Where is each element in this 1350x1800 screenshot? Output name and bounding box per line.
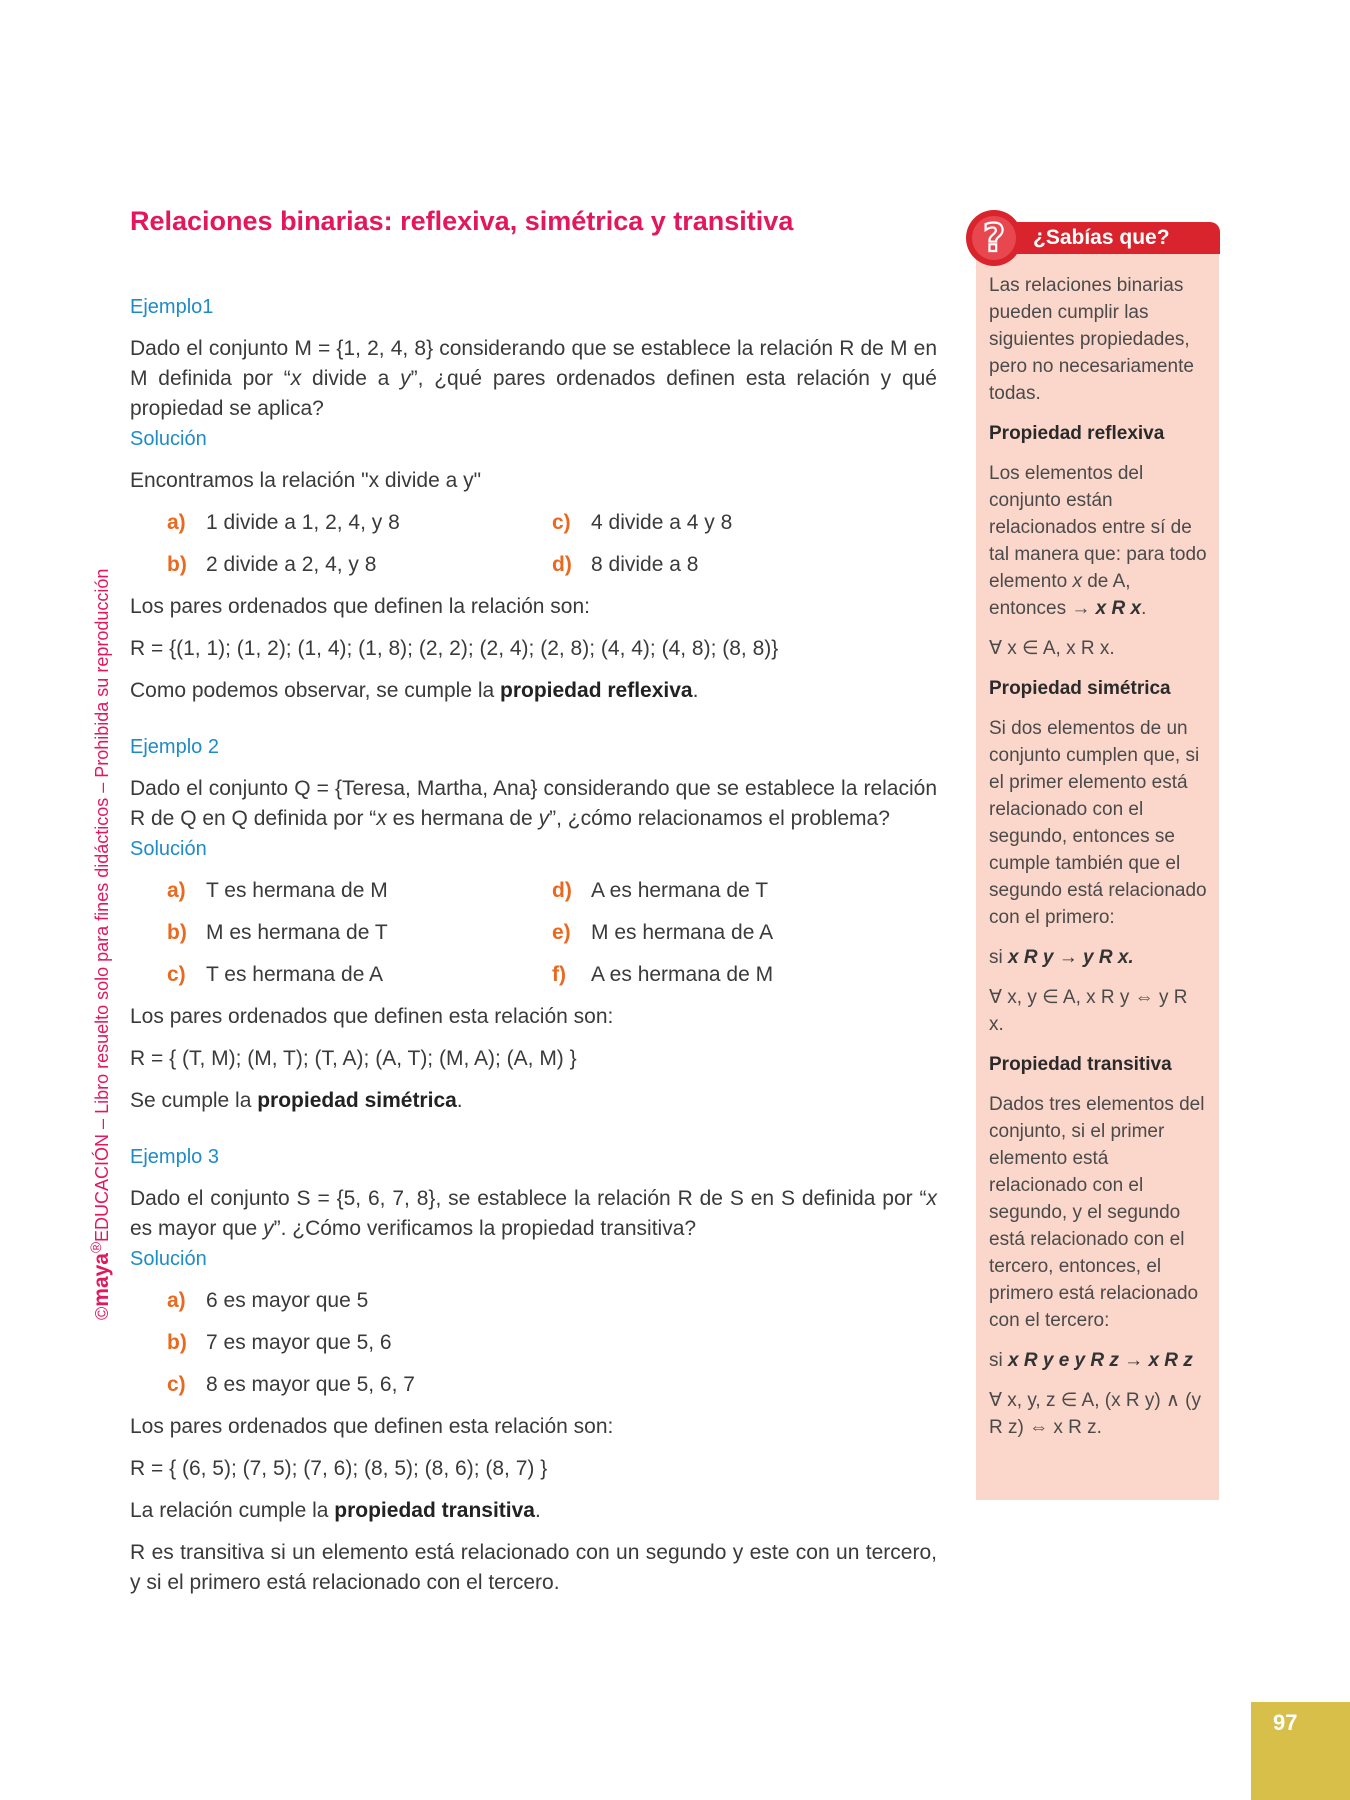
list-item: a) 1 divide a 1, 2, 4, y 8 <box>167 511 400 534</box>
example-3-title: Ejemplo 3 <box>130 1146 219 1168</box>
example-3-prompt: Dado el conjunto S = {5, 6, 7, 8}, se establece la relación R de S en S definida por “x es mayor que y”. ¿Cómo verificamos la propiedad transitiva? <box>130 1187 937 1240</box>
example-2-pairs-intro: Los pares ordenados que definen esta relación son: <box>130 1005 614 1028</box>
example-3-row-1 <box>167 1286 937 1316</box>
list-item: c) 8 es mayor que 5, 6, 7 <box>167 1373 415 1396</box>
example-2-prompt: Dado el conjunto Q = {Teresa, Martha, Ana} considerando que se establece la relación R de Q en Q definida por “x es hermana de y”, ¿cómo relacionamos el problema? <box>130 777 937 830</box>
example-2-conclusion: Se cumple la propiedad simétrica. <box>130 1089 463 1112</box>
page-title: Relaciones binarias: reflexiva, simétrica y transitiva <box>130 206 794 236</box>
example-3-row-2 <box>167 1328 937 1358</box>
example-1-conclusion: Como podemos observar, se cumple la propiedad reflexiva. <box>130 679 699 702</box>
list-item: f) A es hermana de M <box>552 963 774 986</box>
list-item: b) M es hermana de T <box>167 921 388 944</box>
copyright-symbol: © <box>92 1306 112 1320</box>
brand-logo: maya <box>90 1253 113 1307</box>
page-number-tab <box>1251 1702 1350 1800</box>
list-item: b) 7 es mayor que 5, 6 <box>167 1331 392 1354</box>
main-content <box>130 292 937 1598</box>
svg-text:?: ? <box>982 216 1006 260</box>
example-1-intro: Encontramos la relación "x divide a y" <box>130 469 482 492</box>
example-3-final-note: R es transitiva si un elemento está relacionado con un segundo y este con un tercero, y si el primero está relacionado con el tercero. <box>130 1541 937 1594</box>
symmetric-text: Si dos elementos de un conjunto cumplen que, si el primer elemento está relacionado con el segundo, entonces se cumple también que el segundo está relacionado con el primero: <box>989 718 1207 928</box>
registered-mark: ® <box>88 1241 105 1254</box>
did-you-know-header <box>990 222 1220 254</box>
example-1-pairs-intro: Los pares ordenados que definen la relación son: <box>130 595 590 618</box>
page-number: 97 <box>1273 1710 1298 1735</box>
example-1-relation: R = {(1, 1); (1, 2); (1, 4); (1, 8); (2, 2); (2, 4); (2, 8); (4, 4); (4, 8); (8, 8)} <box>130 637 779 660</box>
example-3-row-3 <box>167 1370 937 1400</box>
example-2-relation: R = { (T, M); (M, T); (T, A); (A, T); (M, A); (A, M) } <box>130 1047 577 1070</box>
list-item: b) 2 divide a 2, 4, y 8 <box>167 553 377 576</box>
symmetric-rule: si x R y → y R x. <box>989 947 1134 968</box>
transitive-rule: si x R y e y R z → x R z <box>989 1350 1193 1371</box>
reflexive-text: Los elementos del conjunto están relacionados entre sí de tal manera que: para todo elemento x de A, entonces → x R x. <box>989 463 1207 619</box>
example-2-solution-label: Solución <box>130 838 207 860</box>
list-item: a) 6 es mayor que 5 <box>167 1289 369 1312</box>
symmetric-formula: ∀ x, y ∈ A, x R y ⇔ y R x. <box>989 987 1188 1035</box>
did-you-know-title: ¿Sabías que? <box>1033 226 1170 249</box>
did-you-know-box <box>976 252 1219 1500</box>
example-3-conclusion: La relación cumple la propiedad transitiva. <box>130 1499 541 1522</box>
example-2-title: Ejemplo 2 <box>130 736 219 758</box>
sidebar-intro: Las relaciones binarias pueden cumplir las siguientes propiedades, pero no necesariamente todas. <box>989 275 1194 404</box>
example-2-row-1 <box>167 876 937 906</box>
list-item: c) 4 divide a 4 y 8 <box>552 511 733 534</box>
example-1-title: Ejemplo1 <box>130 296 214 318</box>
list-item: d) 8 divide a 8 <box>552 553 699 576</box>
copyright-notice: EDUCACIÓN – Libro resuelto solo para fines didácticos – Prohibida su reproducción <box>92 568 112 1242</box>
transitive-text: Dados tres elementos del conjunto, si el primer elemento está relacionado con el segundo, y el segundo está relacionado con el tercero, entonces, el primero está relacionado con el tercero: <box>989 1094 1205 1331</box>
example-2-row-2 <box>167 918 937 948</box>
example-3-pairs-intro: Los pares ordenados que definen esta relación son: <box>130 1415 614 1438</box>
example-1-row-1 <box>167 508 937 538</box>
example-3-relation: R = { (6, 5); (7, 5); (7, 6); (8, 5); (8, 6); (8, 7) } <box>130 1457 548 1480</box>
transitive-formula: ∀ x, y, z ∈ A, (x R y) ∧ (y R z) ⇔ x R z. <box>989 1390 1201 1438</box>
example-1-solution-label: Solución <box>130 428 207 450</box>
question-mark-icon <box>964 208 1024 268</box>
list-item: a) T es hermana de M <box>167 879 388 902</box>
example-1-prompt: Dado el conjunto M = {1, 2, 4, 8} considerando que se establece la relación R de M en M definida por “x divide a y”, ¿qué pares ordenados definen esta relación y qué propiedad se aplica? <box>130 337 937 420</box>
example-3-solution-label: Solución <box>130 1248 207 1270</box>
list-item: d) A es hermana de T <box>552 879 769 902</box>
reflexive-heading: Propiedad reflexiva <box>989 423 1165 444</box>
symmetric-heading: Propiedad simétrica <box>989 678 1171 699</box>
example-2-row-3 <box>167 960 937 990</box>
list-item: e) M es hermana de A <box>552 921 774 944</box>
reflexive-formula: ∀ x ∈ A, x R x. <box>989 638 1115 659</box>
transitive-heading: Propiedad transitiva <box>989 1054 1172 1075</box>
list-item: c) T es hermana de A <box>167 963 384 986</box>
copyright-vertical-text <box>88 569 114 1320</box>
example-1-row-2 <box>167 550 937 580</box>
